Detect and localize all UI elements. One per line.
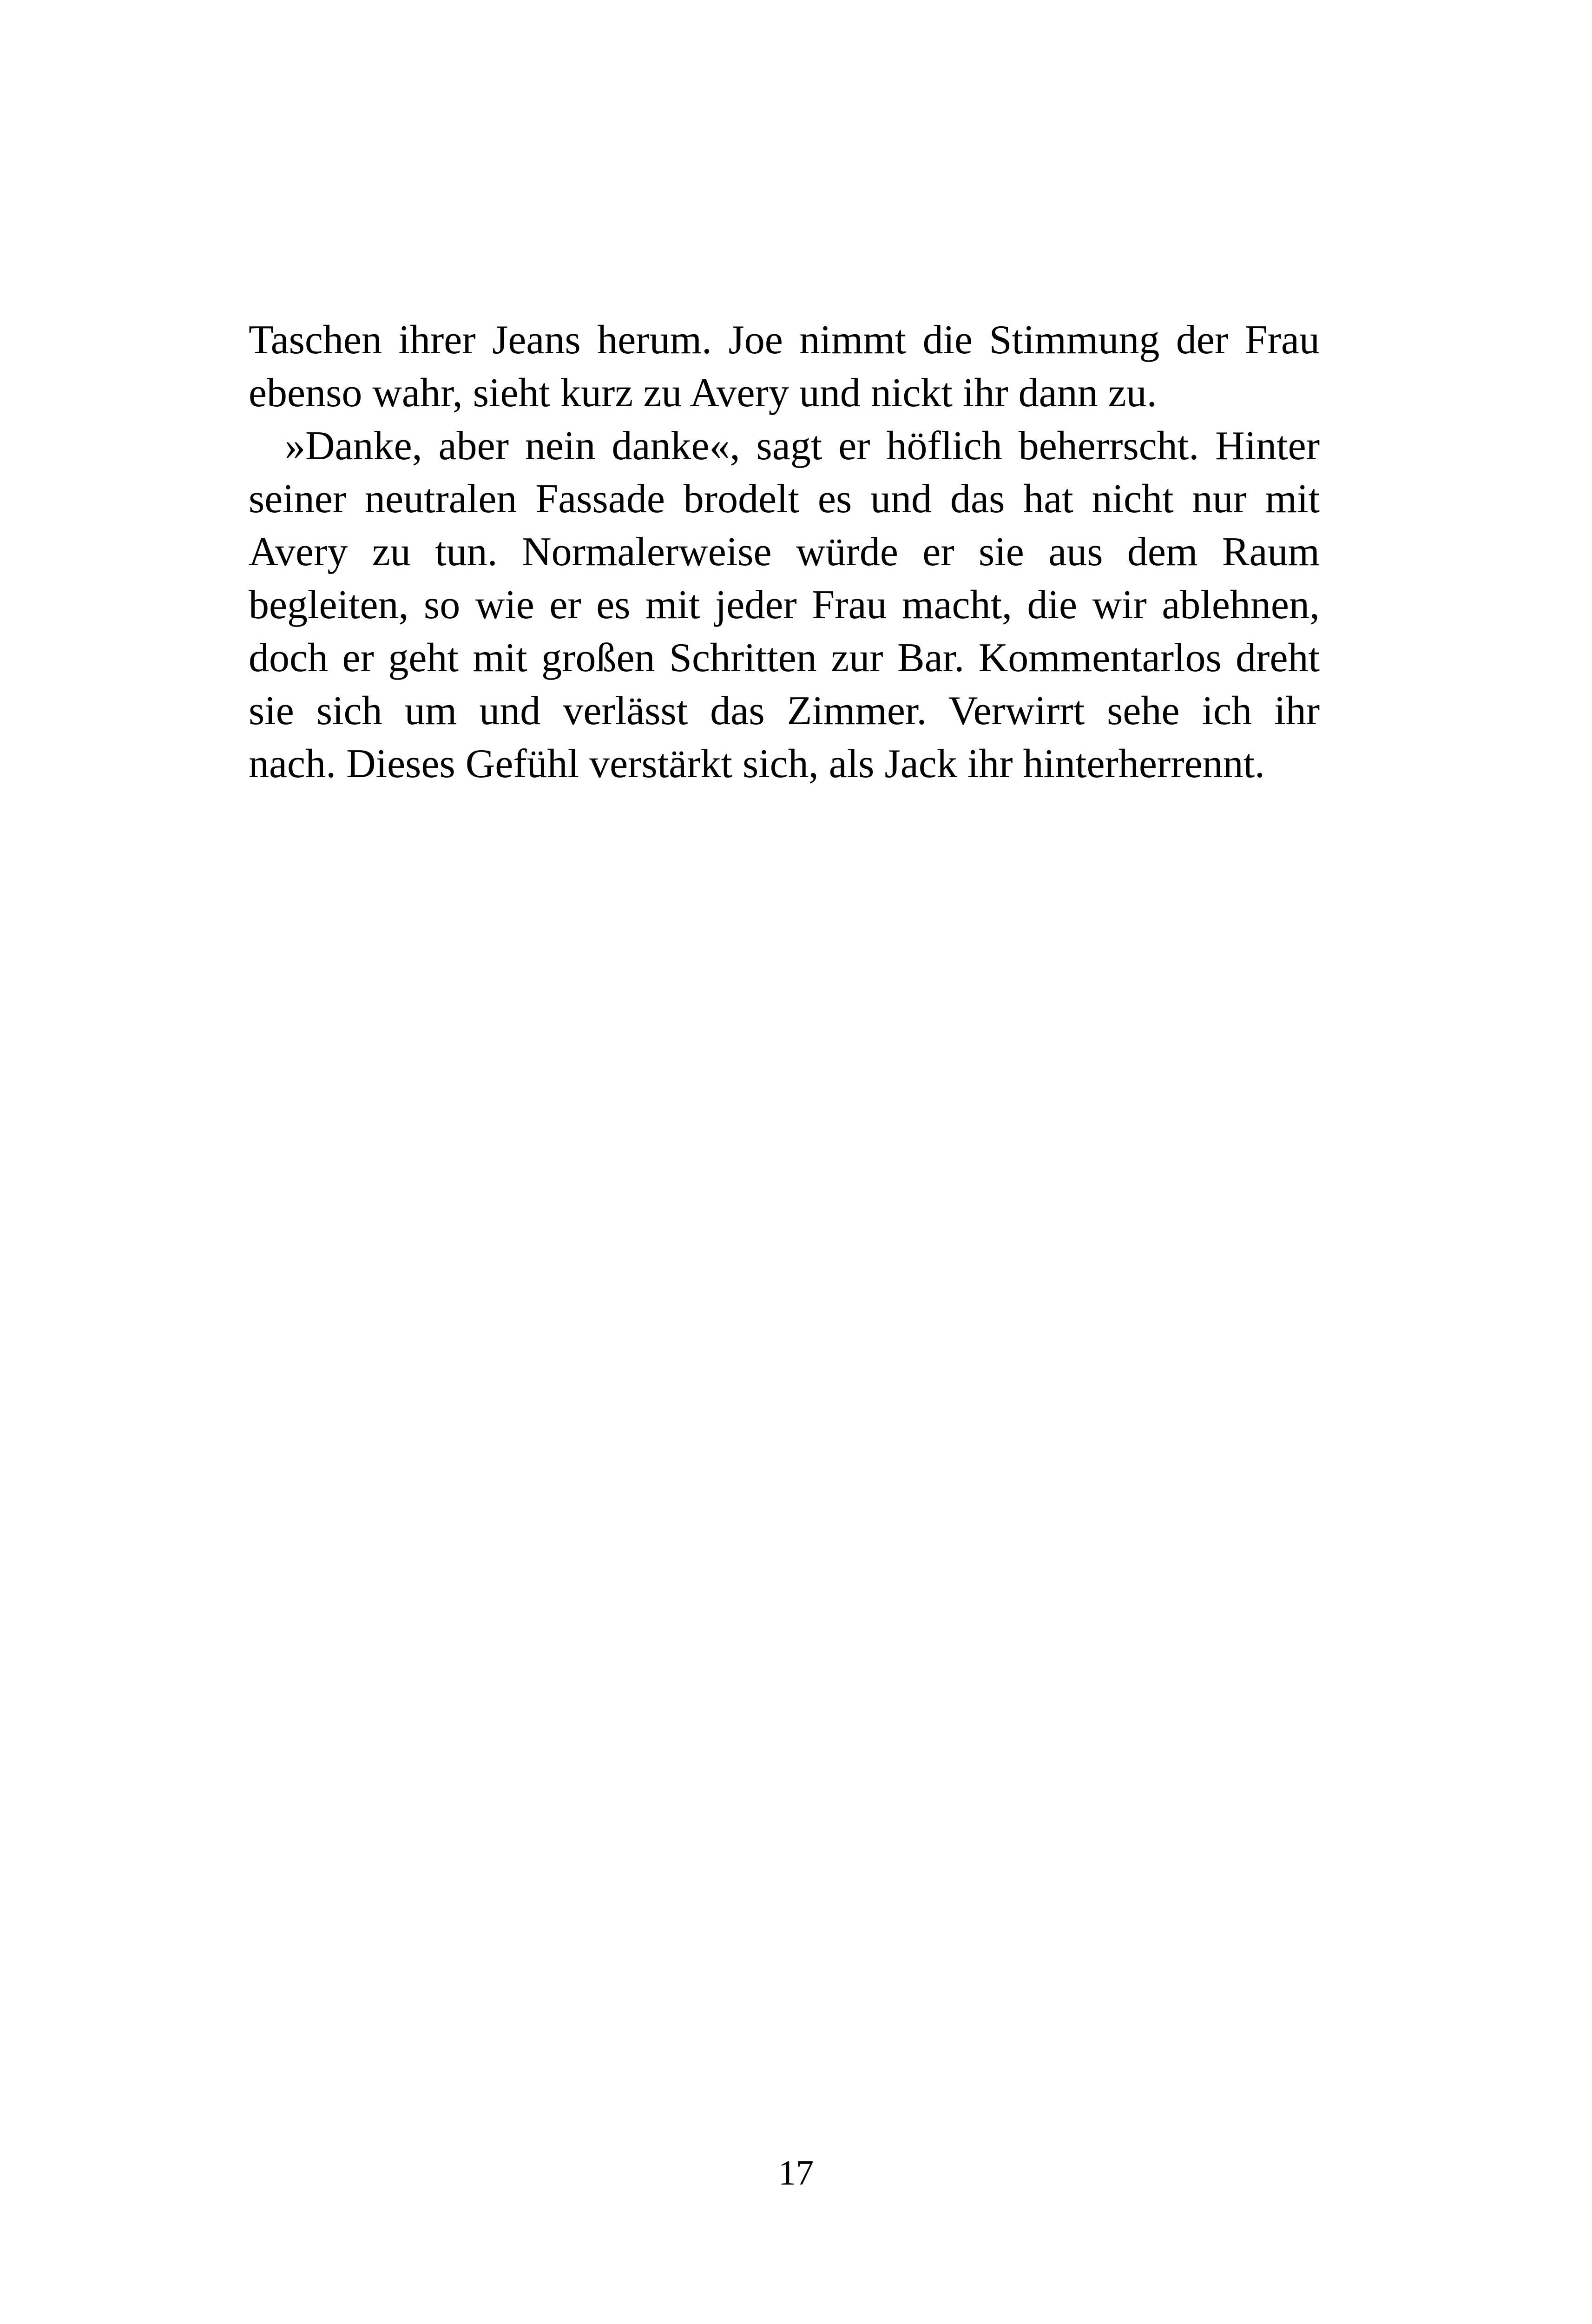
body-text	[249, 314, 1320, 791]
text-line: ebenso wahr, sieht kurz zu Avery und nickt ihr dann zu.	[249, 370, 1157, 416]
text-line: sie sich um und verlässt das Zimmer. Verwirrt sehe ich ihr	[249, 688, 1320, 733]
text-line: doch er geht mit großen Schritten zur Bar. Kommentarlos dreht	[249, 635, 1320, 680]
text-line: begleiten, so wie er es mit jeder Frau macht, die wir ablehnen,	[249, 582, 1320, 627]
text-line: nach. Dieses Gefühl verstärkt sich, als Jack ihr hinterherrennt.	[249, 741, 1265, 786]
page-number: 17	[778, 2153, 814, 2192]
text-line: seiner neutralen Fassade brodelt es und das hat nicht nur mit	[249, 476, 1320, 522]
text-line: »Danke, aber nein danke«, sagt er höflich beherrscht. Hinter	[285, 423, 1320, 469]
text-line: Avery zu tun. Normalerweise würde er sie aus dem Raum	[249, 529, 1320, 574]
text-line: Taschen ihrer Jeans herum. Joe nimmt die Stimmung der Frau	[249, 317, 1320, 363]
